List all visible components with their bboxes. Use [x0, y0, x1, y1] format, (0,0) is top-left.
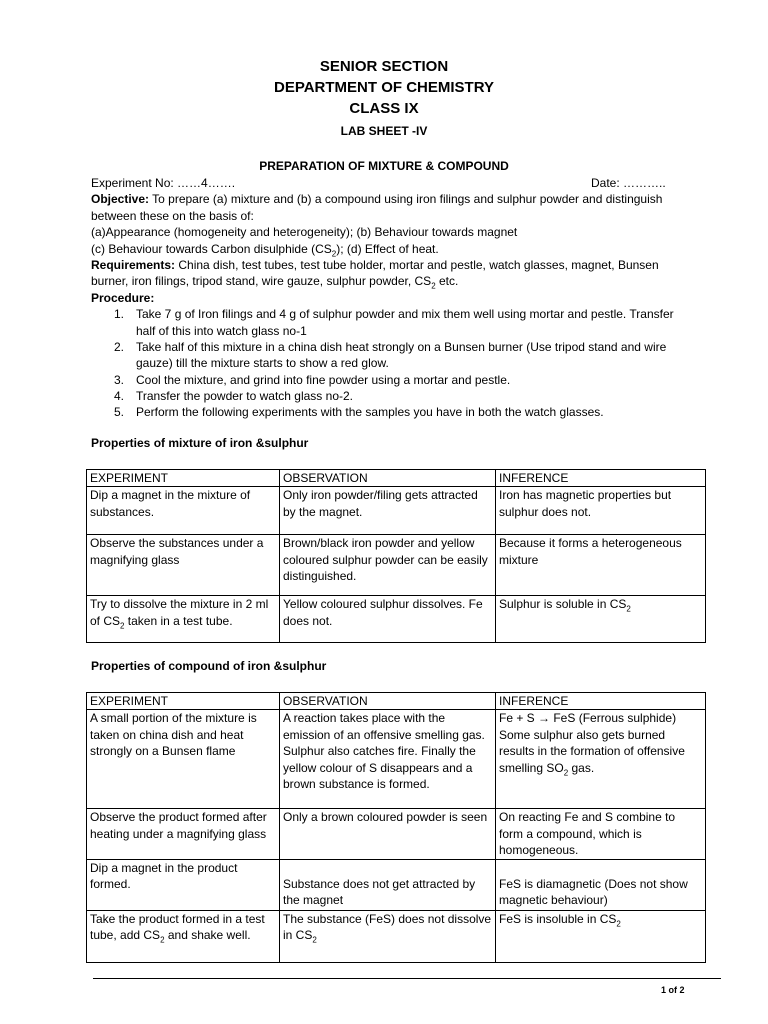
experiment-cell: Take the product formed in a test tube, add $CS_2$ and shake well.	[87, 910, 280, 962]
observation-cell: The substance (FeS) does not dissolve in $CS_2$	[280, 910, 496, 962]
experiment-cell: Try to dissolve the mixture in 2 ml of $CS_2$ taken in a test tube.	[87, 596, 280, 643]
table-row	[87, 859, 706, 910]
experiment-header: EXPERIMENT	[87, 470, 280, 487]
observation-cell: Only a brown coloured powder is seen	[280, 809, 496, 859]
procedure-step: 3. Cool the mixture, and grind into fine powder using a mortar and pestle.	[114, 372, 511, 387]
footer-divider	[93, 978, 721, 979]
mixture-properties-table	[86, 469, 706, 643]
experiment-cell: Dip a magnet in the product formed.	[87, 859, 280, 910]
observation-cell: Yellow coloured sulphur dissolves. Fe does not.	[280, 596, 496, 643]
experiment-cell: A small portion of the mixture is taken on china dish and heat strongly on a Bunsen flame	[87, 710, 280, 809]
inference-header: INFERENCE	[496, 693, 706, 710]
observation-header: OBSERVATION	[280, 693, 496, 710]
intro-block	[91, 175, 701, 421]
table-header-row	[87, 693, 706, 710]
procedure-step: 5. Perform the following experiments with the samples you have in both the watch glasses.	[114, 405, 604, 420]
table-header-row	[87, 470, 706, 487]
date-field: Date: ………..	[591, 176, 666, 190]
procedure-step: 4. Transfer the powder to watch glass no-2.	[114, 389, 353, 404]
inference-header: INFERENCE	[496, 470, 706, 487]
inference-cell: Iron has magnetic properties but sulphur does not.	[496, 487, 706, 535]
procedure-label: Procedure:	[91, 290, 155, 305]
observation-header: OBSERVATION	[280, 470, 496, 487]
procedure-list	[91, 306, 701, 421]
page-number: 1 of 2	[661, 985, 685, 995]
class-heading: CLASS IX	[349, 100, 419, 117]
objective-label: Objective:	[91, 192, 150, 207]
compound-properties-table	[86, 692, 706, 963]
experiment-cell: Dip a magnet in the mixture of substances.	[87, 487, 280, 535]
requirements-label: Requirements:	[91, 257, 176, 272]
table-row	[87, 487, 706, 535]
experiment-cell: Observe the product formed after heating under a magnifying glass	[87, 809, 280, 859]
observation-cell: Brown/black iron powder and yellow coloured sulphur powder can be easily distinguished.	[280, 535, 496, 596]
table-row	[87, 535, 706, 596]
compound-table-title: Properties of compound of iron &sulphur	[91, 659, 327, 673]
inference-cell: FeS is insoluble in $CS_2$	[496, 910, 706, 962]
inference-cell: Fe + S → FeS (Ferrous sulphide) Some sulphur also gets burned results in the formation of offensive smelling $SO_2$ gas.	[496, 710, 706, 809]
experiment-cell: Observe the substances under a magnifying glass	[87, 535, 280, 596]
observation-cell: Only iron powder/filing gets attracted by the magnet.	[280, 487, 496, 535]
requirements-text: China dish, test tubes, test tube holder, mortar and pestle, watch glasses, magnet, Bunsen	[175, 257, 659, 272]
section-heading: SENIOR SECTION	[319, 58, 449, 75]
objective-line-4: (c) Behaviour towards Carbon disulphide $(CS_2)$; (d) Effect of heat.	[91, 241, 439, 258]
inference-cell: On reacting Fe and S combine to form a compound, which is homogeneous.	[496, 809, 706, 859]
inference-cell: Because it forms a heterogeneous mixture	[496, 535, 706, 596]
mixture-table-title: Properties of mixture of iron &sulphur	[91, 436, 309, 450]
lab-sheet-heading: LAB SHEET -IV	[340, 124, 428, 138]
requirements-line-2: burner, iron filings, tripod stand, wire gauze, sulphur powder, $CS_2$ etc.	[91, 274, 459, 291]
objective-line-2: between these on the basis of:	[91, 208, 254, 223]
observation-cell: Substance does not get attracted by the magnet	[280, 859, 496, 910]
procedure-step: 2. Take half of this mixture in a china dish heat strongly on a Bunsen burner (Use tripod stand and wire gauze) till the mixture starts to show a red glow.	[114, 339, 667, 371]
objective-text: To prepare (a) mixture and (b) a compound using iron filings and sulphur powder and distinguish	[149, 192, 663, 207]
page-title: PREPARATION OF MIXTURE & COMPOUND	[259, 159, 509, 173]
table-row	[87, 910, 706, 962]
experiment-header: EXPERIMENT	[87, 693, 280, 710]
inference-cell: FeS is diamagnetic (Does not show magnetic behaviour)	[496, 859, 706, 910]
table-row	[87, 596, 706, 643]
table-row	[87, 710, 706, 809]
experiment-number: Experiment No: ……4…….	[91, 176, 236, 190]
procedure-step: 1. Take 7 g of Iron filings and 4 g of sulphur powder and mix them well using mortar and pestle. Transfer half of this into watch glass no-1	[114, 307, 674, 338]
department-heading: DEPARTMENT OF CHEMISTRY	[274, 79, 494, 96]
observation-cell: A reaction takes place with the emission of an offensive smelling gas. Sulphur also catches fire. Finally the yellow colour of S disappears and a brown substance is formed.	[280, 710, 496, 809]
objective-line-3: (a)Appearance (homogeneity and heterogeneity); (b) Behaviour towards magnet	[91, 225, 518, 240]
inference-cell: Sulphur is soluble in $CS_2$	[496, 596, 706, 643]
table-row	[87, 809, 706, 859]
